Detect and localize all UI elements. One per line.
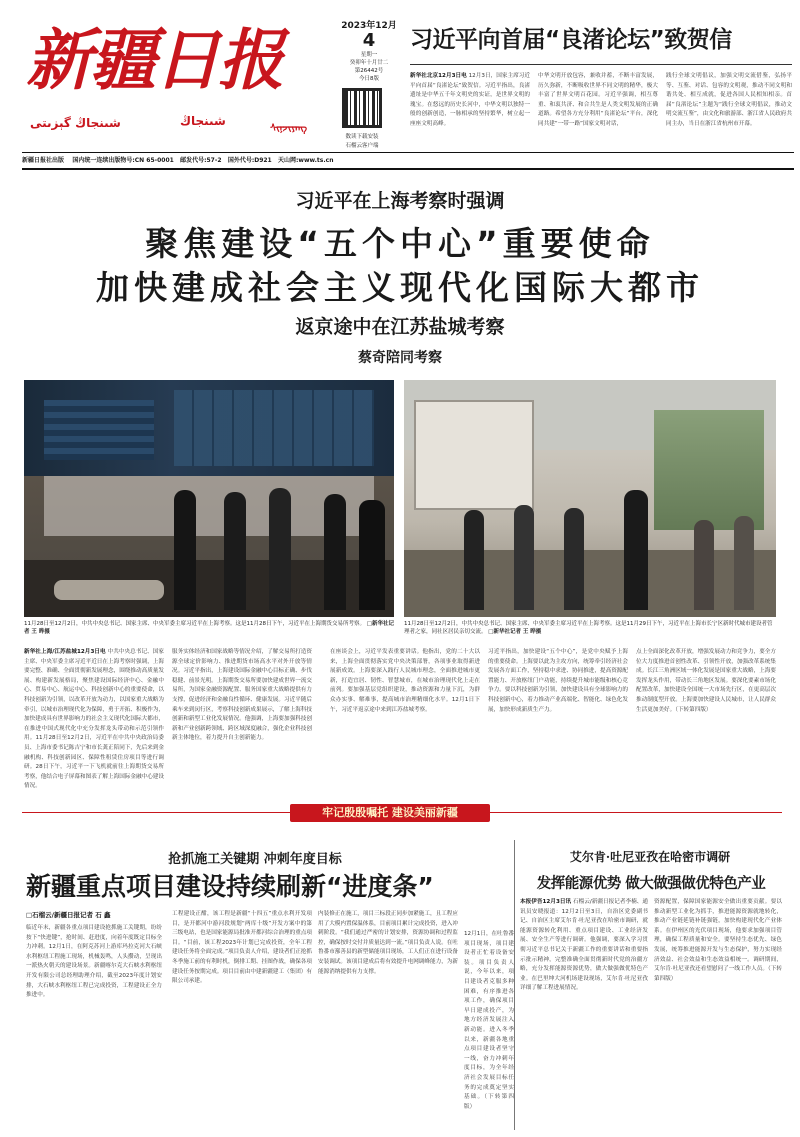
info-site: 天山网:www.ts.cn xyxy=(278,157,334,164)
lead-subhead: 返京途中在江苏盐城考察 xyxy=(295,316,505,338)
info-cn-code: 国内统一连续出版物号:CN 65-0001 xyxy=(72,157,174,164)
info-publisher: 新疆日报社出版 xyxy=(22,157,65,164)
masthead-kazakh: ﺷﯩﻨﺠﺎڭ xyxy=(180,114,226,128)
lead-photo-2-credit: □新华社记者 王 晔摄 xyxy=(488,629,542,635)
date-weekday: 星期一 xyxy=(360,52,378,58)
story3-col-2: 资源配置，保障国家能源安全做出重要贡献。要以推动新型工业化为抓手，推进能源资源就地转化，推动产业链延链补链强链，加快构建现代化产业体系。在伊州区的光伏项目现场，他要求加强项目管理，确保工程质量和安全。要坚持生态优先、绿色发展，统筹推进能源开发与生态保护，努力实现经济效益、社会效益和生态效益相统一。调研期间，艾尔肯·吐尼亚孜还看望慰问了一线工作人员。（下转第四版） xyxy=(654,899,782,982)
lead-col-3: 在座谈会上，习近平发表重要讲话。他指出，党的二十大以来，上海全面贯彻落实党中央决策部署，各项事业取得新进展新成效。上海要深入践行人民城市理念，全面推进城市更新，打造宜居、韧性、智慧城市，在城市治理现代化上走在前列。要加强基层党组织建设，推动资源和力量下沉，为群众办实事、解难事，提高城市治理精细化水平。12月1日下午，习近平返京途中来到江苏盐城考察。 xyxy=(330,649,480,713)
qr-caption-2: 石榴云客户端 xyxy=(345,143,379,149)
story2-byline: □石榴云/新疆日报记者 石 鑫 xyxy=(26,911,111,919)
story2-col-2: 工程建设正酣，该工程是新疆“十四五”重点水利开发项目，是开都河中游河段规划“两库十级”开发方案中的第三级电站，也是国家能源局批准开都河综合治理的重点项目。“目前，该工程2023年计划已完成投资，全年工程建设任务将全面完成。”项目负责人介绍，建设者们正抢抓冬季施工前的有利时机，倒排工期、挂图作战，确保各项建设任务按期完成。项目目前由中建新疆建工（集团）有限公司承建。 xyxy=(172,911,312,985)
lead-photo-2 xyxy=(404,380,776,617)
qr-code xyxy=(342,88,382,128)
info-post-code: 邮发代号:57-2 xyxy=(180,157,222,164)
section-banner xyxy=(290,804,490,822)
lead-col-4: 习近平指出，加快建设“五个中心”，是党中央赋予上海的重要使命。上海要以此为主攻方向，统筹牵引经济社会发展各方面工作，坚持稳中求进、协同推进，提高资源配置能力、开放枢纽门户功能，持续提升城市能级和核心竞争力。要以科技创新为引领，加快建设具有全球影响力的科技创新中心，着力推动产业高端化、智能化、绿色化发展，加快形成新质生产力。 xyxy=(488,649,628,713)
lead-photo-1-credit: □新华社记者 王 晔摄 xyxy=(24,621,394,635)
top-story-col1: 新华社北京12月3日电 12月3日，国家主席习近平向首届“良渚论坛”致贺信。习近平指出，良渚遗址是中华五千年文明史的实证，是世界文明的瑰宝。在悠远的历史长河中，中华文明以独特一般的创新创造，一脉相承的坚持繁华，树立起一座座文明高峰。 xyxy=(410,73,530,127)
lead-kicker: 习近平在上海考察时强调 xyxy=(295,190,505,212)
date-year-month: 2023年12月 xyxy=(341,21,397,31)
masthead-mongol: ᠰᠢᠨ᠋ᠵᠢᠶᠠᠩ xyxy=(270,123,308,134)
date-lunar: 癸卯年十月廿二 xyxy=(349,60,389,66)
lead-subhead-2: 蔡奇陪同考察 xyxy=(358,350,442,366)
lead-col-2: 服务实体经济和国家战略等情况介绍，了解交易所打造资源全球定价影响力、推进期货市场高水平对外开放等情况。习近平指出，上海建设国际金融中心目标正确、步伐稳健、前景光明。上海期货交易所要加快建成世界一流交易所，为国家金融资源配置、服务国家重大战略提供有力支撑，促进经济和金融良性循环、健康发展。习近平随后乘车来到闵行区，考察科技创新成果展示，了解上海科技创新和新型工业化发展情况。他强调，上海要加强科技创新和产业创新跨领域、跨区域深度融合，强化企业科技创新主体地位，着力提升自主创新能力。 xyxy=(172,649,312,742)
top-story-col2: 中华文明开放包容，兼收并蓄，不断丰富发展，历久弥新，不断吸收世界不同文明的精华，极大丰富了世界文明百花园。习近平强调，相互尊重、和衷共济、和合共生是人类文明发展的正确道路。希望各方充分利用“良渚论坛”平台，深化同共建“一带一路”国家文明对话， xyxy=(538,73,658,127)
info-bar xyxy=(22,155,794,167)
page-count: 今日8版 xyxy=(359,76,379,82)
lead-headline-1: 聚焦建设“五个中心”重要使命 xyxy=(145,224,655,263)
story2-col-3: 内装修正在施工，项目三标段正同步加紧施工，且工程应用了大模内置保温体系，目前项目累计完成投资，进入冲刺阶段。“我们通过严密的计划安排，资源协调和过程监控，确保按时交付并质量达到一流。”项目负责人说。在吐鲁番市鄯善县的新型储能项目现场，工人们正在进行设备安装调试。该项目建成后将有效提升电网调峰能力，为新能源消纳提供有力支撑。 xyxy=(318,911,458,975)
lead-photo-2-caption: 11月28日至12月2日，中共中央总书记、国家主席、中央军委主席习近平在上海考察。这是11月29日下午，习近平在上海市长宁区新时代城市建设者管理者之家，同社区居民亲切交流。 □新华社记者 王 晔摄 xyxy=(404,621,773,635)
masthead-title: 新疆日报 xyxy=(26,21,282,99)
story3-dateline: 本报伊吾12月3日讯 xyxy=(520,899,572,905)
story3-kicker: 艾尔肯·吐尼亚孜在哈密市调研 xyxy=(569,850,731,864)
lead-headline-2: 加快建成社会主义现代化国际大都市 xyxy=(96,268,704,307)
section-banner-text: 牢记殷殷嘱托 建设美丽新疆 xyxy=(322,806,458,819)
lead-dateline: 新华社上海/江苏盐城12月3日电 xyxy=(24,649,106,655)
lead-photo-1-caption: 11月28日至12月2日，中共中央总书记、国家主席、中央军委主席习近平在上海考察。这是11月28日下午，习近平在上海期货交易所考察。 □新华社记者 王 晔摄 xyxy=(24,621,394,635)
lead-photo-1 xyxy=(24,380,394,617)
top-story-headline: 习近平向首届“良渚论坛”致贺信 xyxy=(410,27,732,53)
lead-col-1: 新华社上海/江苏盐城12月3日电 中共中央总书记、国家主席、中央军委主席习近平近日在上海考察时强调，上海要完整、准确、全面贯彻新发展理念，围绕推动高质量发展、构建新发展格局，聚焦建设国际经济中心、金融中心、贸易中心、航运中心、科技创新中心的重要使命，以科技创新为引领，以改革开放为动力，以国家重大战略为牵引，以城市治理现代化为保障，勇于开拓、积极作为，加快建成具有世界影响力的社会主义现代化国际大都市，在推进中国式现代化中充分发挥龙头带动和示范引领作用。11月28日至12月2日，习近平在中共中央政治局委员、上海市委书记陈吉宁和市长龚正陪同下，先后来到金融机构、科技创新园区、保障性租赁住房项目等进行调研。28日下午，习近平一下飞机就前往上海期货交易所考察，他结合电子屏幕和图表了解上海国际金融中心建设情况。 xyxy=(24,649,164,790)
date-block xyxy=(336,18,402,83)
masthead xyxy=(0,0,800,158)
story2-headline: 新疆重点项目建设持续刷新“进度条” xyxy=(26,872,434,901)
top-story-dateline: 新华社北京12月3日电 xyxy=(410,73,467,79)
issue-number: 第26442号 xyxy=(354,68,384,74)
story2-kicker: 抢抓施工关键期 冲刺年度目标 xyxy=(168,852,342,867)
top-story-col3: 践行全球文明倡议，加强文明交流借鉴，弘扬平等、互鉴、对话、包容的文明观，推动不同文明和谐共处、相互成就，促进各国人民相知相亲。首届“良渚论坛”主题为“践行全球文明倡议，推动文明交流互鉴”，由文化和旅游部、浙江省人民政府共同主办，当日在浙江省杭州市开幕。 xyxy=(666,73,792,127)
story3-headline: 发挥能源优势 做大做强做优特色产业 xyxy=(536,876,766,892)
masthead-uyghur: شىنجاڭ گېزىتى xyxy=(30,116,121,130)
info-foreign-code: 国外代号:D921 xyxy=(227,157,272,164)
story2-col-4: 12月1日，在吐鲁番项目现场，项目建设者正忙着设备安装。项目负责人说，今年以来，项目建设者克服多种困难，有序推进各项工作，确保项目早日建成投产，为地方经济发展注入新动能。进入冬季以来，新疆各地重点项目建设者坚守一线，奋力冲刺年度目标，为全年经济社会发展目标任务的完成奠定坚实基础。（下转第四版） xyxy=(464,931,514,1110)
date-day: 4 xyxy=(362,30,376,51)
lead-col-5: 点上全面深化改革开放，增强发展动力和竞争力，要全方位大力度推进首创性改革、引领性开放，加强改革系统集成。长江三角洲区域一体化发展是国家重大战略，上海要发挥龙头作用，带动长三角地区发展。要深化要素市场化配置改革，加快建设全国统一大市场先行区，在更高层次推动制度型开放。上海要加快建设人民城市，让人民群众生活更加美好。（下转第四版） xyxy=(636,649,776,713)
qr-caption: 数读下载安装 xyxy=(345,134,379,140)
story3-col-1: 本报伊吾12月3日讯 石榴云/新疆日报记者李楠、通讯员安晓报道：12月2日至3日，自治区党委副书记、自治区主席艾尔肯·吐尼亚孜在哈密市调研，就能源资源转化利用、重点项目建设、工业经济发展、安全生产等进行调研。他强调，要深入学习贯彻习近平总书记关于新疆工作的重要讲话和重要指示批示精神，完整准确全面贯彻新时代党的治疆方略，充分发挥能源资源优势，做大做强做优特色产业。在巴里坤大河机场建设现场，艾尔肯·吐尼亚孜详细了解工程进展情况。 xyxy=(520,899,648,992)
story2-col-1: 临近年末，新疆各重点项目建设抢抓施工关键期，纷纷按下“快进键”，抢时间、赶进度，向着年度既定目标全力冲刺。12月1日，在阿克苏河上游库玛拉克河大石峡水利枢纽工程施工现场，机械轰鸣，人头攒动，呈现出一派热火朝天的建设场景。新疆喀尔克大石峡水利枢纽开发有限公司总经理助理介绍，截至2023年度计划安排，大石峡水利枢纽工程已完成投资，工程建设正全力推进中。 xyxy=(26,925,162,999)
